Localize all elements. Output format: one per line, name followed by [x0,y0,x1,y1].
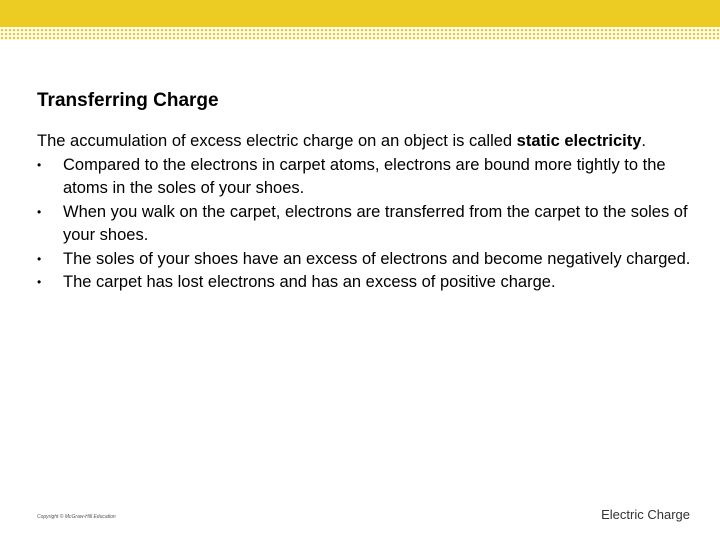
intro-key-term: static electricity [516,132,642,150]
header-band-dotted [0,27,720,40]
slide-title: Transferring Charge [37,90,219,111]
bullet-icon: • [37,157,42,172]
bullet-item [37,154,697,201]
bullet-icon: • [37,251,42,266]
intro-paragraph [37,130,697,154]
bullet-list [37,154,697,295]
bullet-text: Compared to the electrons in carpet atoms, electrons are bound more tightly to the atoms in the soles of your shoes. [63,155,666,197]
header-band-solid [0,0,720,27]
header-band [0,0,720,40]
bullet-text: The carpet has lost electrons and has an excess of positive charge. [63,273,556,291]
intro-text: The accumulation of excess electric charge on an object is called [37,132,517,150]
bullet-item [37,248,697,272]
header-band-graphic [0,0,720,40]
bullet-icon: • [37,275,42,289]
bullet-text: When you walk on the carpet, electrons are transferred from the carpet to the soles of your shoes. [63,202,688,244]
footer-section-title: Electric Charge [601,507,690,522]
intro-end: . [641,132,646,150]
bullet-item [37,271,697,295]
copyright-notice: Copyright © McGraw-Hill Education [37,514,116,520]
bullet-icon: • [37,204,42,219]
bullet-text: The soles of your shoes have an excess of electrons and become negatively charged. [63,249,691,268]
slide-body [37,130,697,295]
bullet-item [37,201,697,248]
